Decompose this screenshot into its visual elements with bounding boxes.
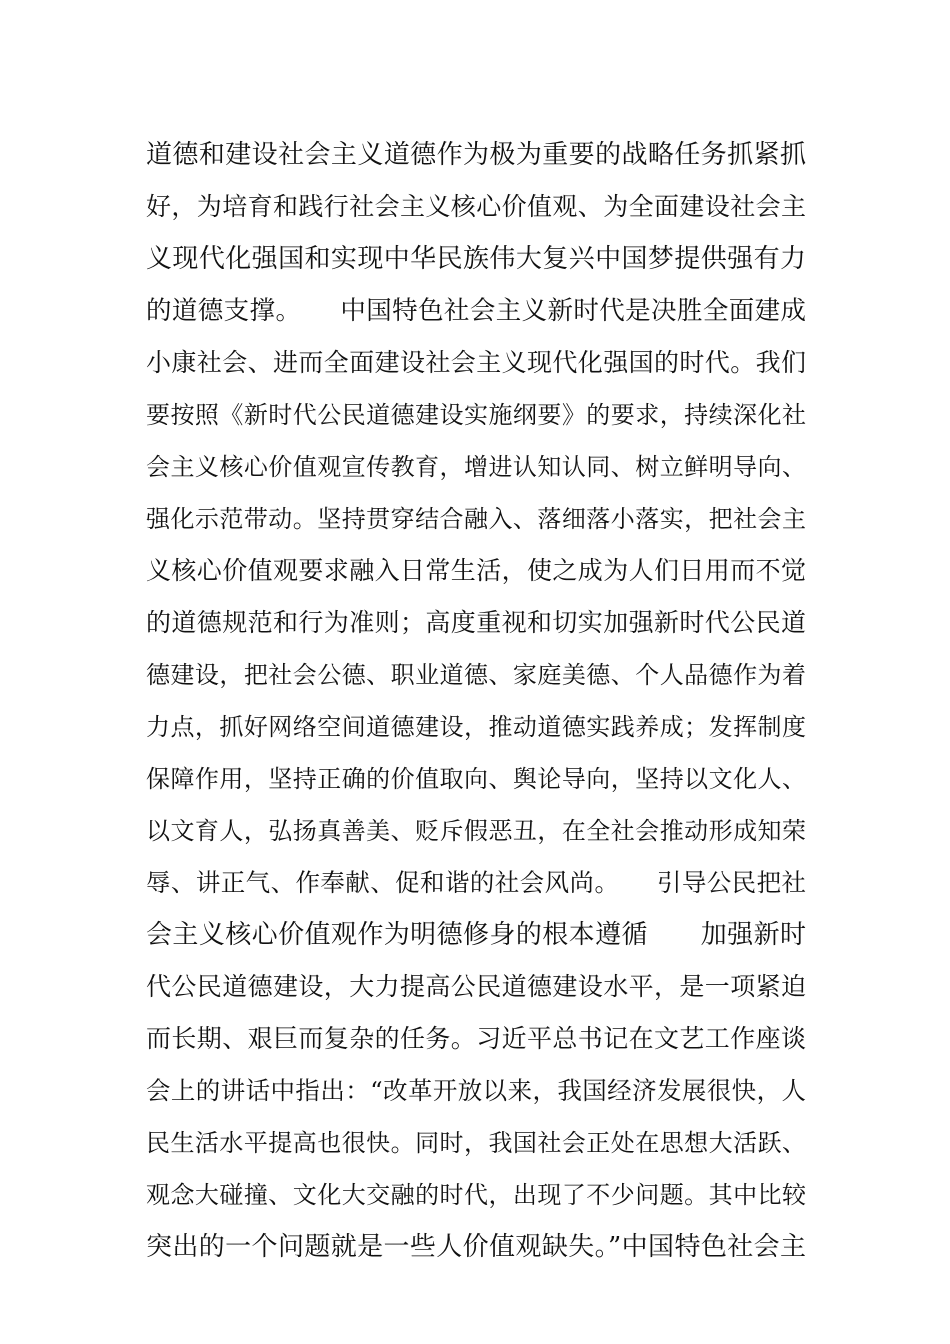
text-line: 而长期、艰巨而复杂的任务。习近平总书记在文艺工作座谈 [146, 1024, 806, 1053]
text-line: 好，为培育和践行社会主义核心价值观、为全面建设社会主 [146, 192, 806, 221]
text-line: 观念大碰撞、文化大交融的时代，出现了不少问题。其中比较 [146, 1181, 806, 1209]
text-line: 义核心价值观要求融入日常生活，使之成为人们日用而不觉 [146, 556, 806, 585]
text-line: 代公民道德建设，大力提高公民道德建设水平，是一项紧迫 [146, 972, 806, 1001]
text-line: 保障作用，坚持正确的价值取向、舆论导向，坚持以文化人、 [146, 765, 806, 793]
text-line: 力点，抓好网络空间道德建设，推动道德实践养成；发挥制度 [146, 713, 806, 741]
text-line: 强化示范带动。坚持贯穿结合融入、落细落小落实，把社会主 [146, 505, 806, 533]
text-line: 道德和建设社会主义道德作为极为重要的战略任务抓紧抓 [146, 140, 806, 170]
text-line: 的道德支撑。 中国特色社会主义新时代是决胜全面建成 [146, 296, 806, 326]
text-line: 辱、讲正气、作奉献、促和谐的社会风尚。 引导公民把社 [146, 868, 806, 897]
body-text [146, 129, 806, 1273]
text-line: 以文育人，弘扬真善美、贬斥假恶丑，在全社会推动形成知荣 [146, 817, 806, 845]
text-line: 小康社会、进而全面建设社会主义现代化强国的时代。我们 [146, 348, 806, 377]
text-line: 的道德规范和行为准则；高度重视和切实加强新时代公民道 [146, 608, 806, 637]
text-line: 民生活水平提高也很快。同时，我国社会正处在思想大活跃、 [146, 1129, 806, 1157]
text-line: 会主义核心价值观作为明德修身的根本遵循 加强新时 [146, 920, 806, 950]
text-line: 会上的讲话中指出：“改革开放以来，我国经济发展很快，人 [146, 1076, 806, 1105]
text-line: 会主义核心价值观宣传教育，增进认知认同、树立鲜明导向、 [146, 453, 806, 481]
text-line: 义现代化强国和实现中华民族伟大复兴中国梦提供强有力 [146, 244, 806, 274]
text-line: 德建设，把社会公德、职业道德、家庭美德、个人品德作为着 [146, 661, 806, 689]
text-line: 要按照《新时代公民道德建设实施纲要》的要求，持续深化社 [146, 401, 806, 429]
text-line: 突出的一个问题就是一些人价值观缺失。”中国特色社会主 [146, 1232, 806, 1262]
